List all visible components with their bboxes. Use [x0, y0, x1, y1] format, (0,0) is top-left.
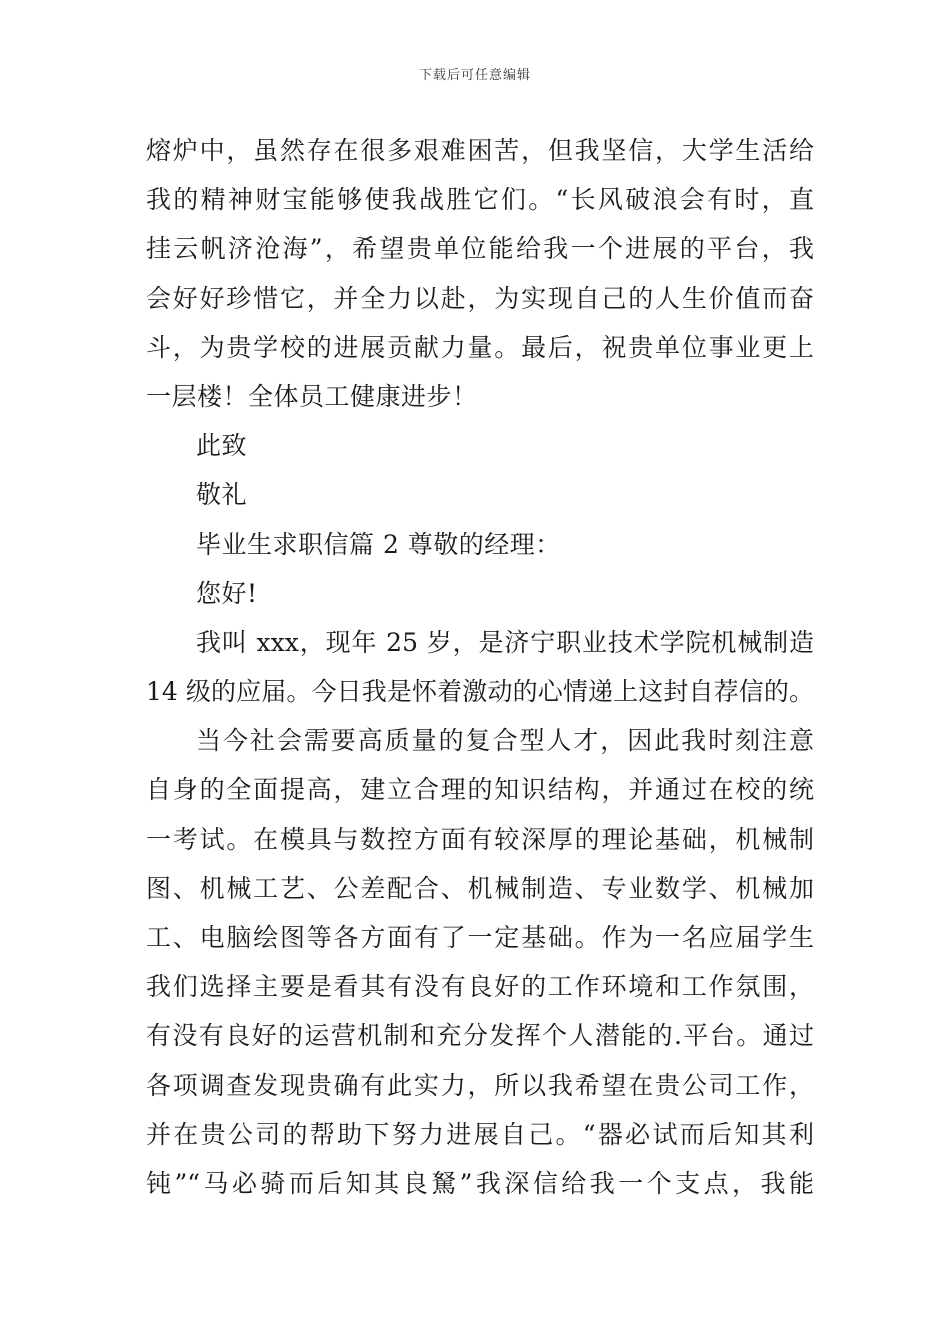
letter-body: [146, 126, 814, 1208]
text-line: 自身的全面提高，建立合理的知识结构，并通过在校的统: [146, 775, 814, 805]
text-line: 您好!: [196, 578, 258, 608]
text-line: 各项调查发现贵确有此实力，所以我希望在贵公司工作，: [146, 1070, 814, 1100]
text-line: 我们选择主要是看其有没有良好的工作环境和工作氛围，: [146, 972, 814, 1002]
text-line: 钝”“马必骑而后知其良駑”我深信给我一个支点，我能: [146, 1168, 814, 1198]
text-line: 挂云帆济沧海”，希望贵单位能给我一个进展的平台，我: [146, 234, 814, 264]
text-line: 会好好珍惜它，并全力以赴，为实现自己的人生价值而奋: [146, 283, 814, 313]
text-line: 一层楼！全体员工健康进步！: [146, 381, 478, 411]
text-line: 我叫 xxx，现年 25 岁，是济宁职业技术学院机械制造: [196, 627, 814, 657]
text-line: 14 级的应届。今日我是怀着激动的心情递上这封自荐信的。: [146, 677, 814, 707]
text-line: 当今社会需要高质量的复合型人才，因此我时刻注意: [196, 726, 814, 756]
text-line: 敬礼: [196, 480, 248, 510]
text-line: 一考试。在模具与数控方面有较深厚的理论基础，机械制: [146, 824, 814, 854]
text-line: 斗，为贵学校的进展贡献力量。最后，祝贵单位事业更上: [146, 332, 814, 362]
text-line: 毕业生求职信篇 2 尊敬的经理：: [196, 529, 561, 559]
text-line: 熔炉中，虽然存在很多艰难困苦，但我坚信，大学生活给: [146, 136, 814, 165]
text-line: 有没有良好的运营机制和充分发挥个人潜能的.平台。通过: [146, 1021, 814, 1051]
text-line: 我的精神财宝能够使我战胜它们。“长风破浪会有时，直: [146, 185, 814, 215]
text-line: 工、电脑绘图等各方面有了一定基础。作为一名应届学生: [146, 923, 814, 952]
page-header-note: 下载后可任意编辑: [418, 68, 531, 83]
text-line: 并在贵公司的帮助下努力进展自己。“器必试而后知其利: [146, 1119, 814, 1149]
text-line: 图、机械工艺、公差配合、机械制造、专业数学、机械加: [146, 873, 814, 903]
text-line: 此致: [196, 431, 248, 461]
